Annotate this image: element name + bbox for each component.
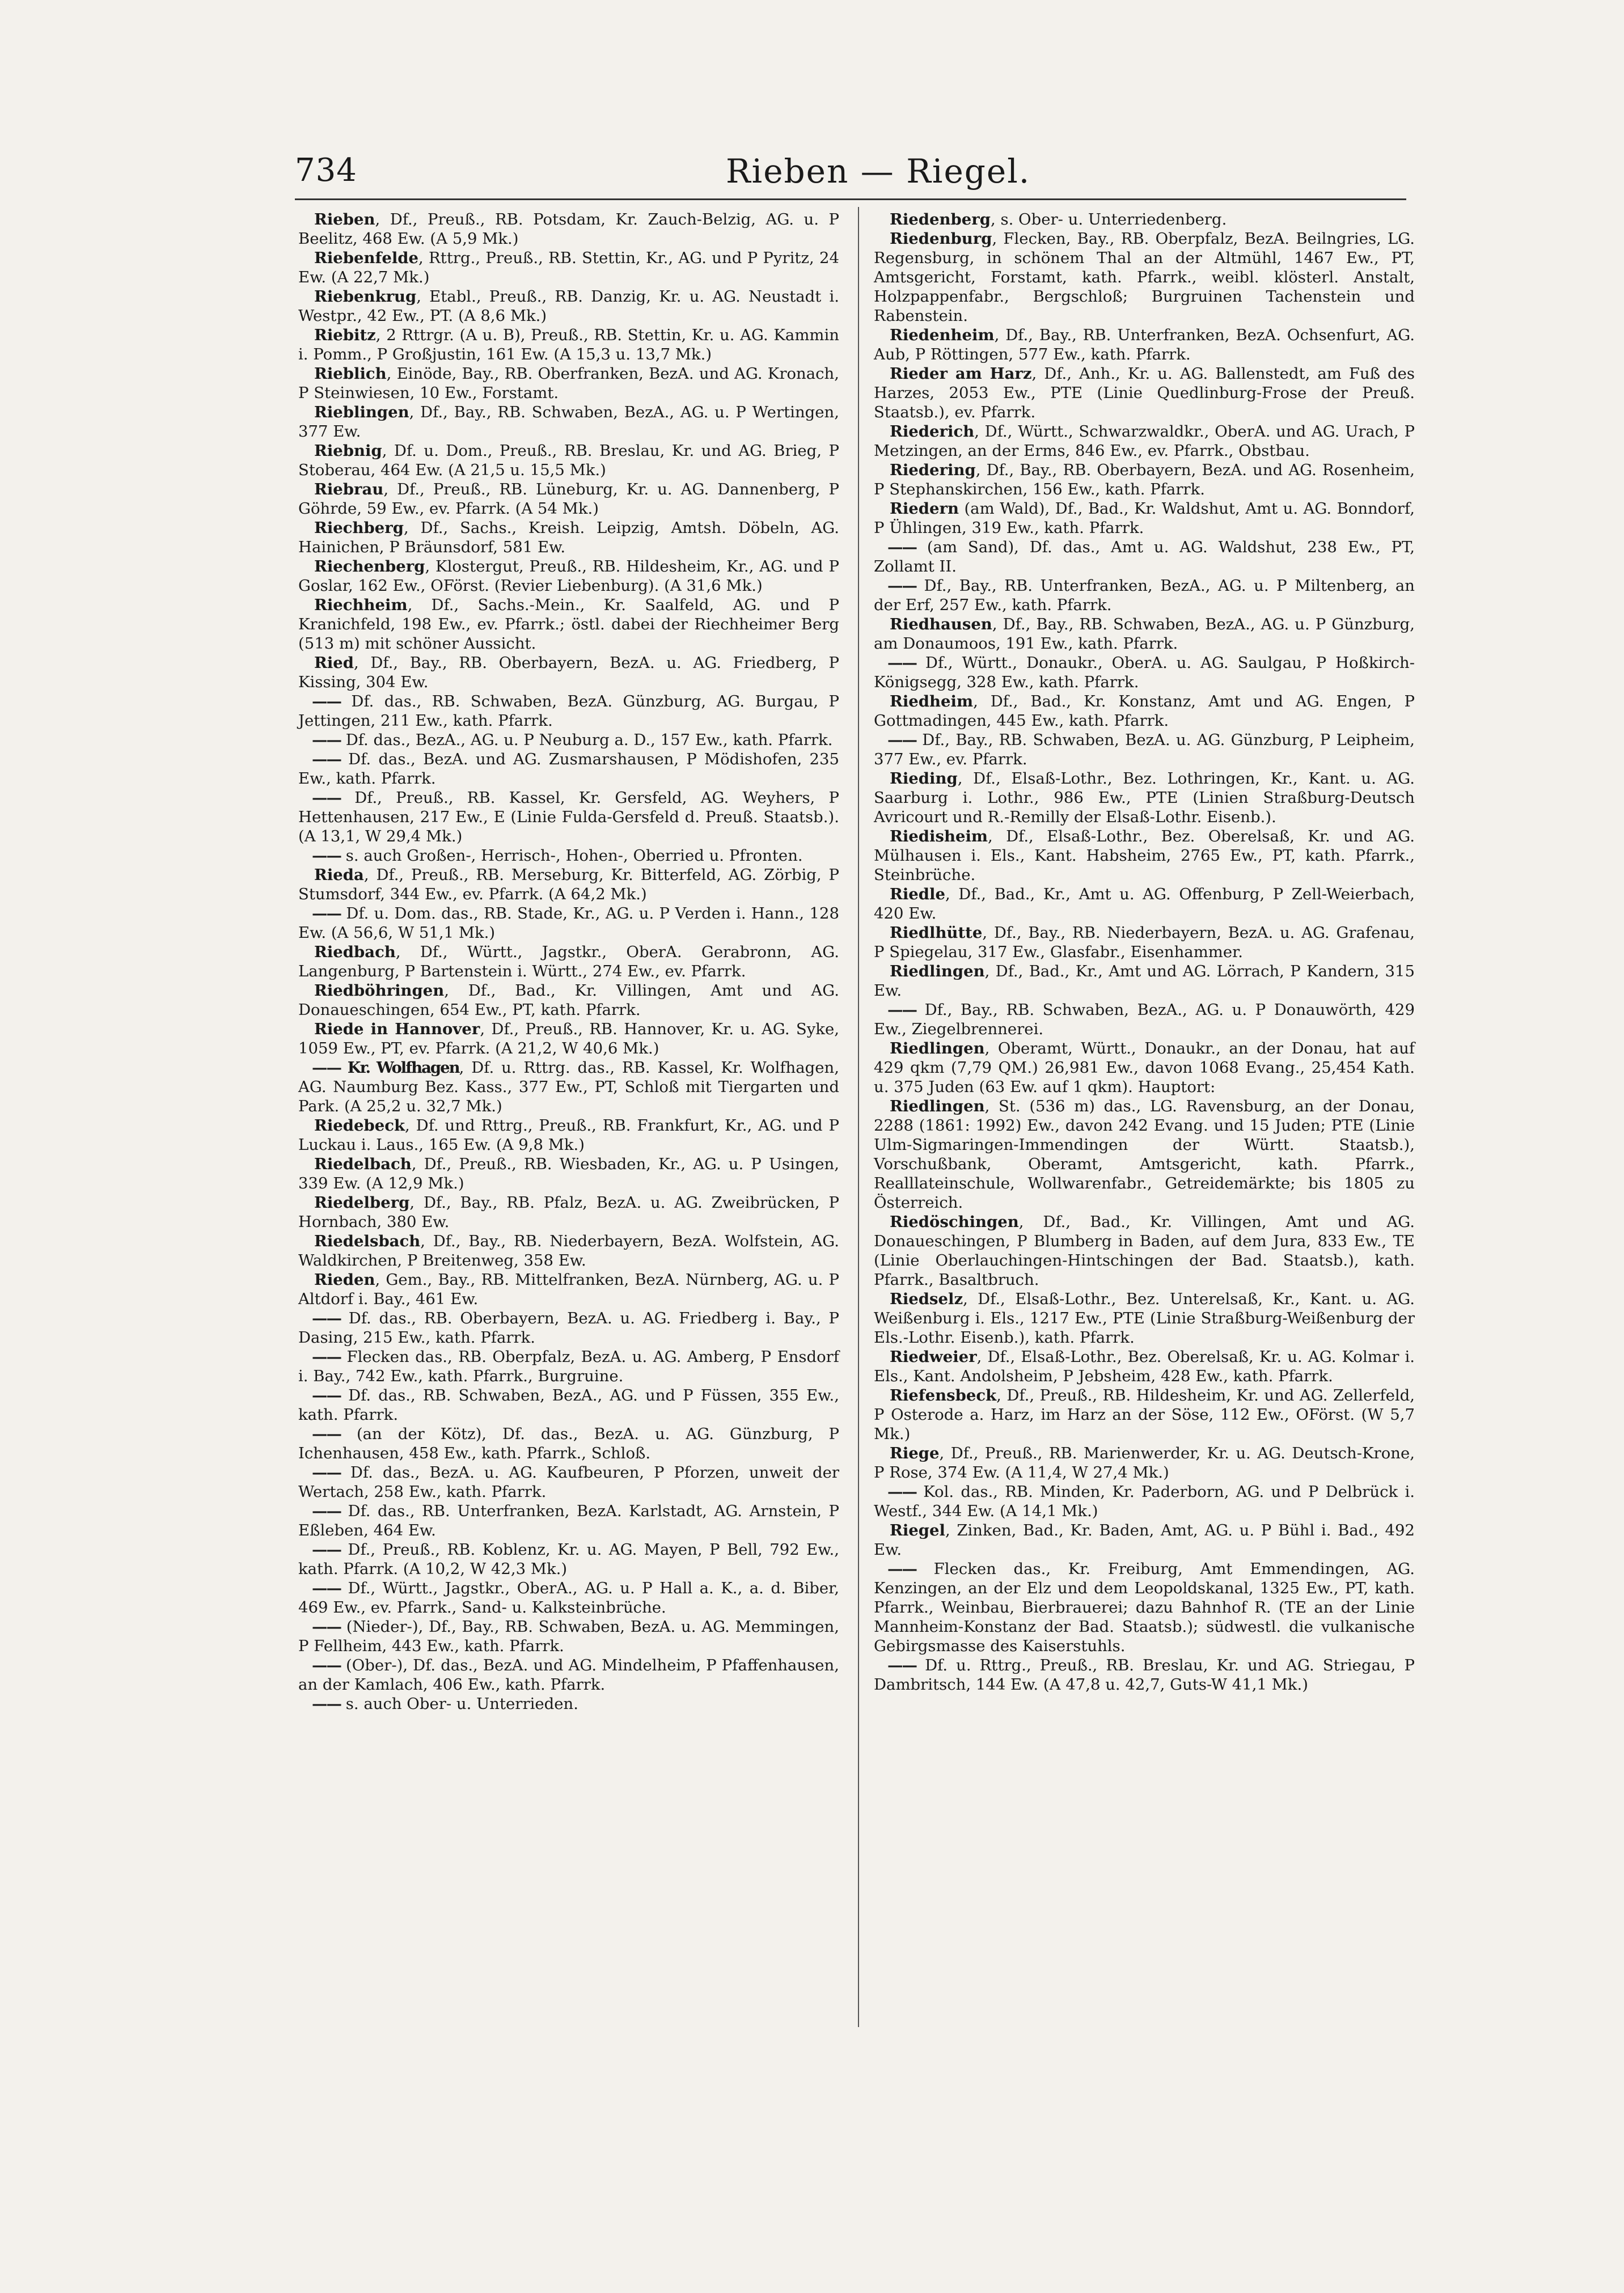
- entry-text: Df. u. Dom. das., RB. Stade, Kr., AG. u. P Verden i. Hann., 128 Ew. (A 56,6, W 51,1 Mk.): [298, 904, 839, 942]
- dictionary-entry: [295, 1694, 839, 1714]
- entry-text: , Df., Bay., RB. Oberbayern, BezA. und AG. Rosenheim, P Stephanskirchen, 156 Ew., kath. Pfarrk.: [874, 461, 1415, 498]
- dictionary-entry: [870, 229, 1415, 325]
- entry-text: , Klostergut, Preuß., RB. Hildesheim, Kr., AG. und P Goslar, 162 Ew., OFörst. (Revier Liebenburg). (A 31,6 Mk.): [298, 557, 839, 595]
- entry-text: Df. das., BezA., AG. u. P Neuburg a. D., 157 Ew., kath. Pfarrk.: [341, 731, 833, 749]
- entry-text: , Df., Bay., RB. Niederbayern, BezA. u. AG. Grafenau, P Spiegelau, 317 Ew., Glasfabr., Eisenhammer.: [874, 924, 1415, 961]
- entry-headword: Riechheim: [314, 596, 408, 614]
- entry-headword: ——: [312, 731, 341, 749]
- dictionary-entry: [870, 364, 1415, 422]
- entry-headword: Riege: [890, 1444, 940, 1462]
- dictionary-entry: [295, 210, 839, 248]
- dictionary-entry: [295, 1154, 839, 1193]
- dictionary-entry: [295, 1540, 839, 1579]
- dictionary-entry: [870, 1289, 1415, 1347]
- entry-headword: Riedselz: [890, 1290, 963, 1308]
- entry-text: , Df., Bad., Kr., Amt und AG. Lörrach, P Kandern, 315 Ew.: [874, 962, 1415, 1000]
- entry-headword: ——: [312, 750, 341, 768]
- page-number: 734: [295, 152, 357, 189]
- entry-headword: Riedbach: [314, 943, 396, 961]
- entry-text: , Df. u. Dom., Preuß., RB. Breslau, Kr. und AG. Brieg, P Stoberau, 464 Ew. (A 21,5 u. 15,5 Mk.): [298, 442, 839, 479]
- entry-headword: ——: [887, 1001, 916, 1019]
- entry-text: , Df., Bad., Kr., Amt u. AG. Offenburg, P Zell-Weierbach, 420 Ew.: [874, 885, 1415, 923]
- dictionary-entry: [295, 1347, 839, 1386]
- entry-text: , Df., Anh., Kr. u. AG. Ballenstedt, am Fuß des Harzes, 2053 Ew., PTE (Linie Quedlinburg-Frose der Preuß. Staatsb.), ev. Pfarrk.: [874, 365, 1415, 421]
- entry-text: (Ober-), Df. das., BezA. und AG. Mindelheim, P Pfaffenhausen, an der Kamlach, 406 Ew., kath. Pfarrk.: [298, 1656, 839, 1694]
- entry-text: , Df., Bay., RB. Unterfranken, BezA. Ochsenfurt, AG. Aub, P Röttingen, 577 Ew., kath. Pfarrk.: [874, 326, 1415, 363]
- dictionary-entry: [295, 480, 839, 518]
- dictionary-entry: [295, 904, 839, 942]
- entry-headword: Riedhausen: [890, 615, 992, 633]
- entry-text: Df. das., BezA. und AG. Zusmarshausen, P Mödishofen, 235 Ew., kath. Pfarrk.: [298, 750, 839, 788]
- column-divider: [858, 207, 859, 2027]
- entry-headword: Riechberg: [314, 519, 404, 537]
- running-title: Rieben — Riegel.: [726, 152, 1031, 191]
- entry-text: , Df., Preuß., RB. Lüneburg, Kr. u. AG. Dannenberg, P Göhrde, 59 Ew., ev. Pfarrk. (A 54 Mk.): [298, 480, 839, 518]
- entry-headword: Rieblich: [314, 365, 387, 383]
- entry-text: , Df., Bay., RB. Niederbayern, BezA. Wolfstein, AG. Waldkirchen, P Breitenweg, 358 Ew.: [298, 1232, 839, 1270]
- dictionary-entry: [295, 1579, 839, 1617]
- dictionary-entry: [295, 1232, 839, 1270]
- entry-headword: Riedelberg: [314, 1194, 410, 1212]
- entry-headword: ——: [887, 577, 916, 595]
- entry-headword: Riebenkrug: [314, 287, 417, 306]
- entry-text: , Df., Bad., Kr. Konstanz, Amt und AG. Engen, P Gottmadingen, 445 Ew., kath. Pfarrk.: [874, 692, 1415, 730]
- dictionary-entry: [295, 1617, 839, 1656]
- entry-text: , Df., Sachs., Kreish. Leipzig, Amtsh. Döbeln, AG. Hainichen, P Bräunsdorf, 581 Ew.: [298, 519, 839, 556]
- dictionary-entry: [295, 287, 839, 325]
- entry-text: Df. das., RB. Unterfranken, BezA. Karlstadt, AG. Arnstein, P Eßleben, 464 Ew.: [298, 1502, 839, 1539]
- dictionary-entry: [295, 1309, 839, 1347]
- entry-text: , Df., Elsaß-Lothr., Bez. Unterelsaß, Kr., Kant. u. AG. Weißenburg i. Els., 1217 Ew., PTE (Linie Straßburg-Weißenburg der Els.-Lothr. Eisenb.), kath. Pfarrk.: [874, 1290, 1415, 1347]
- dictionary-entry: [295, 692, 839, 730]
- entry-text: , Rttrg., Preuß., RB. Stettin, Kr., AG. und P Pyritz, 24 Ew. (A 22,7 Mk.): [298, 249, 839, 286]
- entry-text: , Df., Bay., RB. Pfalz, BezA. u. AG. Zweibrücken, P Hornbach, 380 Ew.: [298, 1194, 839, 1231]
- entry-text: , Df., Elsaß-Lothr., Bez. Oberelsaß, Kr. und AG. Mülhausen i. Els., Kant. Habsheim, 2765 Ew., PT, kath. Pfarrk., Steinbrüche.: [874, 827, 1415, 884]
- dictionary-entry: [295, 1656, 839, 1694]
- dictionary-entry: [295, 1270, 839, 1309]
- entry-headword: ——: [312, 1695, 341, 1713]
- entry-text: Df., Württ., Donaukr., OberA. u. AG. Saulgau, P Hoßkirch-Königsegg, 328 Ew., kath. Pfarrk.: [874, 654, 1415, 691]
- dictionary-entry: [870, 538, 1415, 576]
- dictionary-entry: [295, 441, 839, 480]
- entry-text: Flecken das., RB. Oberpfalz, BezA. u. AG. Amberg, P Ensdorf i. Bay., 742 Ew., kath. Pfarrk., Burgruine.: [298, 1348, 839, 1385]
- entry-text: , Flecken, Bay., RB. Oberpfalz, BezA. Beilngries, LG. Regensburg, in schönem Thal an der Altmühl, 1467 Ew., PT, Amtsgericht, Forstamt, kath. Pfarrk., weibl. klösterl. Anstalt, Holzpappenfabr., Bergschloß; Burgruinen Tachenstein und Rabenstein.: [874, 230, 1415, 325]
- entry-text: (am Sand), Df. das., Amt u. AG. Waldshut, 238 Ew., PT, Zollamt II.: [874, 538, 1415, 576]
- entry-text: , Df. und Rttrg., Preuß., RB. Frankfurt, Kr., AG. und P Luckau i. Laus., 165 Ew. (A 9,8 Mk.): [298, 1116, 839, 1154]
- entry-headword: Riedisheim: [890, 827, 988, 845]
- entry-text: , Df. u. Rttrg. das., RB. Kassel, Kr. Wolfhagen, AG. Naumburg Bez. Kass., 377 Ew., PT, Schloß mit Tiergarten und Park. (A 25,2 u. 32,7 Mk.): [298, 1059, 839, 1115]
- dictionary-entry: [295, 981, 839, 1019]
- entry-headword: Riechenberg: [314, 557, 425, 576]
- dictionary-entry: [295, 1019, 839, 1058]
- dictionary-entry: [295, 325, 839, 364]
- entry-text: , Df., Bay., RB. Schwaben, BezA., AG. u. P Günzburg, am Donaumoos, 191 Ew., kath. Pfarrk.: [874, 615, 1415, 653]
- entry-text: , Df., Preuß., RB. Hildesheim, Kr. und AG. Zellerfeld, P Osterode a. Harz, im Harz an der Söse, 112 Ew., OFörst. (W 5,7 Mk.): [874, 1386, 1415, 1443]
- entry-headword: Riedöschingen: [890, 1213, 1019, 1231]
- dictionary-entry: [295, 1501, 839, 1540]
- entry-text: Kol. das., RB. Minden, Kr. Paderborn, AG. und P Delbrück i. Westf., 344 Ew. (A 14,1 Mk.): [874, 1483, 1415, 1520]
- entry-text: , Df., Bad., Kr. Villingen, Amt und AG. Donaueschingen, 654 Ew., PT, kath. Pfarrk.: [298, 981, 839, 1019]
- entry-text: , Df., Elsaß-Lothr., Bez. Lothringen, Kr., Kant. u. AG. Saarburg i. Lothr., 986 Ew., PTE (Linien Straßburg-Deutsch Avricourt und R.-Remilly der Elsaß-Lothr. Eisenb.).: [874, 769, 1415, 826]
- entry-text: Df. das., RB. Schwaben, BezA., AG. und P Füssen, 355 Ew., kath. Pfarrk.: [298, 1386, 839, 1424]
- entry-headword: Rieder am Harz: [890, 365, 1032, 383]
- entry-text: , Df., Sachs.-Mein., Kr. Saalfeld, AG. und P Kranichfeld, 198 Ew., ev. Pfarrk.; östl. dabei der Riechheimer Berg (513 m) mit schöner Aussicht.: [298, 596, 839, 653]
- entry-text: , Df., Preuß., RB. Wiesbaden, Kr., AG. u. P Usingen, 339 Ew. (A 12,9 Mk.): [298, 1155, 839, 1192]
- entry-headword: ——: [312, 1502, 341, 1520]
- dictionary-entry: [870, 422, 1415, 460]
- dictionary-entry: [295, 403, 839, 441]
- entry-text: , 2 Rttrgr. (A u. B), Preuß., RB. Stettin, Kr. u. AG. Kammin i. Pomm., P Großjustin, 161 Ew. (A 15,3 u. 13,7 Mk.): [298, 326, 839, 363]
- entry-headword: Rieben: [314, 210, 375, 229]
- entry-headword: ——: [312, 1309, 341, 1327]
- dictionary-entry: [295, 653, 839, 692]
- dictionary-entry: [295, 1386, 839, 1424]
- left-column: [295, 210, 839, 1714]
- dictionary-entry: [870, 615, 1415, 653]
- entry-headword: Riedenheim: [890, 326, 995, 344]
- entry-headword: Ried: [314, 654, 354, 672]
- dictionary-entry: [870, 769, 1415, 827]
- entry-headword: Riedlingen: [890, 1097, 985, 1115]
- entry-headword: Riebnig: [314, 442, 382, 460]
- entry-text: , Df., Elsaß-Lothr., Bez. Oberelsaß, Kr. u. AG. Kolmar i. Els., Kant. Andolsheim, P Jebsheim, 428 Ew., kath. Pfarrk.: [874, 1348, 1415, 1385]
- entry-headword: ——: [312, 904, 341, 923]
- entry-headword: Riedering: [890, 461, 976, 479]
- dictionary-entry: [870, 1212, 1415, 1289]
- entry-headword: Riedlhütte: [890, 924, 983, 942]
- dictionary-entry: [870, 1656, 1415, 1694]
- entry-headword: ——: [312, 1541, 341, 1559]
- entry-text: , Oberamt, Württ., Donaukr., an der Donau, hat auf 429 qkm (7,79 QM.) 26,981 Ew., davon 1068 Evang., 25,454 Kath. u. 375 Juden (63 Ew. auf 1 qkm). Hauptort:: [874, 1039, 1415, 1096]
- entry-headword: Rieding: [890, 769, 958, 788]
- entry-headword: ——: [312, 1579, 341, 1597]
- dictionary-entry: [870, 210, 1415, 229]
- entry-headword: ——: [887, 1560, 916, 1578]
- entry-headword: Rieblingen: [314, 403, 409, 421]
- entry-text: , Einöde, Bay., RB. Oberfranken, BezA. und AG. Kronach, P Steinwiesen, 10 Ew., Forstamt.: [298, 365, 839, 402]
- entry-text: Df., Bay., RB. Schwaben, BezA., AG. u. P Donauwörth, 429 Ew., Ziegelbrennerei.: [874, 1001, 1415, 1038]
- dictionary-entry: [295, 942, 839, 981]
- entry-text: , Etabl., Preuß., RB. Danzig, Kr. u. AG. Neustadt i. Westpr., 42 Ew., PT. (A 8,6 Mk.): [298, 287, 839, 325]
- entry-text: , s. Ober- u. Unterriedenberg.: [990, 210, 1227, 229]
- entry-headword: Riedern: [890, 500, 959, 518]
- entry-headword: ——: [887, 538, 916, 556]
- dictionary-entry: [295, 788, 839, 846]
- entry-text: , Df., Bad., Kr. Villingen, Amt und AG. Donaueschingen, P Blumberg in Baden, auf dem Jura, 833 Ew., TE (Linie Oberlauchingen-Hintschingen der Bad. Staatsb.), kath. Pfarrk., Basaltbruch.: [874, 1213, 1415, 1289]
- entry-headword: Riebrau: [314, 480, 384, 498]
- entry-text: Df., Preuß., RB. Koblenz, Kr. u. AG. Mayen, P Bell, 792 Ew., kath. Pfarrk. (A 10,2, W 42,3 Mk.): [298, 1541, 839, 1578]
- dictionary-entry: [295, 1424, 839, 1463]
- dictionary-entry: [295, 557, 839, 595]
- entry-headword: Riedlingen: [890, 962, 985, 980]
- dictionary-entry: [870, 827, 1415, 885]
- dictionary-entry: [295, 518, 839, 557]
- dictionary-entry: [295, 750, 839, 788]
- entry-headword: Riedheim: [890, 692, 974, 710]
- entry-headword: ——: [312, 1386, 341, 1404]
- dictionary-entry: [870, 653, 1415, 692]
- entry-headword: ——: [887, 654, 916, 672]
- entry-headword: Riederich: [890, 422, 975, 441]
- entry-text: Df. das., BezA. u. AG. Kaufbeuren, P Pforzen, unweit der Wertach, 258 Ew., kath. Pfarrk.: [298, 1463, 839, 1501]
- entry-text: (an der Kötz), Df. das., BezA. u. AG. Günzburg, P Ichenhausen, 458 Ew., kath. Pfarrk., Schloß.: [298, 1425, 839, 1462]
- dictionary-entry: [870, 325, 1415, 364]
- entry-text: Df., Preuß., RB. Kassel, Kr. Gersfeld, AG. Weyhers, P Hettenhausen, 217 Ew., E (Linie Fulda-Gersfeld d. Preuß. Staatsb.). (A 13,1, W 29,4 Mk.): [298, 789, 839, 845]
- entry-headword: ——: [312, 847, 341, 865]
- entry-text: , Df., Württ., Jagstkr., OberA. Gerabronn, AG. Langenburg, P Bartenstein i. Württ., 274 Ew., ev. Pfarrk.: [298, 943, 839, 980]
- page-header: [295, 152, 1406, 203]
- dictionary-entry: [870, 1039, 1415, 1097]
- dictionary-entry: [295, 595, 839, 653]
- entry-text: Df. das., RB. Schwaben, BezA. Günzburg, AG. Burgau, P Jettingen, 211 Ew., kath. Pfarrk.: [298, 692, 839, 730]
- entry-text: , Df., Bay., RB. Schwaben, BezA., AG. u. P Wertingen, 377 Ew.: [298, 403, 839, 441]
- dictionary-entry: [870, 923, 1415, 962]
- entry-headword: Rieden: [314, 1271, 375, 1289]
- header-rule: [295, 198, 1406, 200]
- entry-headword: ——: [312, 692, 341, 710]
- entry-text: Df., Württ., Jagstkr., OberA., AG. u. P Hall a. K., a. d. Biber, 469 Ew., ev. Pfarrk., Sand- u. Kalksteinbrüche.: [298, 1579, 839, 1617]
- entry-headword: ——: [312, 1656, 341, 1674]
- entry-text: , Gem., Bay., RB. Mittelfranken, BezA. Nürnberg, AG. u. P Altdorf i. Bay., 461 Ew.: [298, 1271, 839, 1308]
- entry-text: , Df., Preuß., RB. Marienwerder, Kr. u. AG. Deutsch-Krone, P Rose, 374 Ew. (A 11,4, W 27,4 Mk.): [874, 1444, 1415, 1482]
- dictionary-entry: [295, 730, 839, 750]
- entry-headword: Riegel: [890, 1521, 945, 1539]
- entry-headword: Riebitz: [314, 326, 376, 344]
- entry-headword: Riedelbach: [314, 1155, 412, 1173]
- entry-text: Df., Bay., RB. Unterfranken, BezA., AG. u. P Miltenberg, an der Erf, 257 Ew., kath. Pfarrk.: [874, 577, 1415, 614]
- dictionary-entry: [295, 248, 839, 287]
- dictionary-entry: [870, 1482, 1415, 1521]
- entry-headword: Riedenberg: [890, 210, 991, 229]
- dictionary-entry: [295, 1116, 839, 1154]
- entry-text: , Df., Bay., RB. Oberbayern, BezA. u. AG. Friedberg, P Kissing, 304 Ew.: [298, 654, 839, 691]
- entry-headword: Riebenfelde: [314, 249, 419, 267]
- dictionary-entry: [870, 1559, 1415, 1656]
- entry-headword: Riedelsbach: [314, 1232, 421, 1250]
- entry-headword: ——: [887, 731, 916, 749]
- entry-headword: ——: [312, 1463, 341, 1482]
- entry-headword: Riedle: [890, 885, 945, 903]
- entry-headword: ——: [887, 1483, 916, 1501]
- dictionary-entry: [295, 1058, 839, 1116]
- entry-headword: ——: [312, 1425, 341, 1443]
- dictionary-entry: [870, 460, 1415, 499]
- entry-text: Flecken das., Kr. Freiburg, Amt Emmendingen, AG. Kenzingen, an der Elz und dem Leopoldskanal, 1325 Ew., PT, kath. Pfarrk., Weinbau, Bierbrauerei; dazu Bahnhof R. (TE an der Linie Mannheim-Konstanz der Bad. Staatsb.); südwestl. die vulkanische Gebirgsmasse des Kaiserstuhls.: [874, 1560, 1415, 1655]
- entry-headword: Riedweier: [890, 1348, 977, 1366]
- right-column: [870, 210, 1415, 1694]
- entry-text: , Df., Preuß., RB. Potsdam, Kr. Zauch-Belzig, AG. u. P Beelitz, 468 Ew. (A 5,9 Mk.): [298, 210, 839, 248]
- entry-text: (am Wald), Df., Bad., Kr. Waldshut, Amt u. AG. Bonndorf, P Ühlingen, 319 Ew., kath. Pfarrk.: [874, 500, 1415, 537]
- dictionary-entry: [295, 364, 839, 403]
- dictionary-entry: [870, 1000, 1415, 1039]
- entry-text: , Df., Preuß., RB. Merseburg, Kr. Bitterfeld, AG. Zörbig, P Stumsdorf, 344 Ew., ev. Pfarrk. (A 64,2 Mk.): [298, 866, 839, 903]
- entry-headword: ——: [312, 1348, 341, 1366]
- dictionary-entry: [870, 1386, 1415, 1444]
- dictionary-entry: [870, 885, 1415, 923]
- entry-headword: ——: [887, 1656, 916, 1674]
- entry-text: s. auch Ober- u. Unterrieden.: [341, 1695, 578, 1713]
- entry-headword: —— Kr. Wolfhagen: [312, 1059, 459, 1077]
- dictionary-entry: [870, 730, 1415, 769]
- dictionary-entry: [295, 1463, 839, 1501]
- entry-text: , St. (536 m) das., LG. Ravensburg, an der Donau, 2288 (1861: 1992) Ew., davon 242 Evang. und 15 Juden; PTE (Linie Ulm-Sigmaringen-Immendingen der Württ. Staatsb.), Vorschußbank, Oberamt, Amtsgericht, kath. Pfarrk., Realllateinschule, Wollwarenfabr., Getreidemärkte; bis 1805 zu Österreich.: [874, 1097, 1415, 1212]
- dictionary-entry: [295, 846, 839, 865]
- entry-text: , Df., Preuß., RB. Hannover, Kr. u. AG. Syke, 1059 Ew., PT, ev. Pfarrk. (A 21,2, W 40,6 Mk.): [298, 1020, 839, 1057]
- dictionary-entry: [870, 1347, 1415, 1386]
- entry-text: Df., Bay., RB. Schwaben, BezA. u. AG. Günzburg, P Leipheim, 377 Ew., ev. Pfarrk.: [874, 731, 1415, 768]
- entry-text: , Zinken, Bad., Kr. Baden, Amt, AG. u. P Bühl i. Bad., 492 Ew.: [874, 1521, 1415, 1559]
- entry-headword: Riede in Hannover: [314, 1020, 480, 1038]
- dictionary-entry: [870, 692, 1415, 730]
- dictionary-entry: [870, 1521, 1415, 1559]
- entry-headword: Rieda: [314, 866, 364, 884]
- entry-headword: Riedebeck: [314, 1116, 405, 1135]
- entry-headword: ——: [312, 789, 341, 807]
- dictionary-entry: [870, 499, 1415, 538]
- entry-text: (Nieder-), Df., Bay., RB. Schwaben, BezA. u. AG. Memmingen, P Fellheim, 443 Ew., kath. Pfarrk.: [298, 1618, 839, 1655]
- entry-headword: Riedlingen: [890, 1039, 985, 1057]
- entry-headword: Riedenburg: [890, 230, 992, 248]
- entry-text: s. auch Großen-, Herrisch-, Hohen-, Oberried u. Pfronten.: [341, 847, 803, 865]
- entry-text: Df. u. Rttrg., Preuß., RB. Breslau, Kr. und AG. Striegau, P Dambritsch, 144 Ew. (A 47,8 u. 42,7, Guts-W 41,1 Mk.): [874, 1656, 1415, 1694]
- entry-headword: Riedböhringen: [314, 981, 445, 1000]
- entry-headword: ——: [312, 1618, 341, 1636]
- dictionary-entry: [295, 865, 839, 904]
- dictionary-entry: [870, 1444, 1415, 1482]
- dictionary-entry: [870, 1097, 1415, 1212]
- entry-text: , Df., Württ., Schwarzwaldkr., OberA. und AG. Urach, P Metzingen, an der Erms, 846 Ew., ev. Pfarrk., Obstbau.: [874, 422, 1415, 460]
- dictionary-entry: [870, 962, 1415, 1000]
- entry-text: Df. das., RB. Oberbayern, BezA. u. AG. Friedberg i. Bay., P Dasing, 215 Ew., kath. Pfarrk.: [298, 1309, 839, 1347]
- dictionary-entry: [295, 1193, 839, 1232]
- entry-headword: Riefensbeck: [890, 1386, 997, 1404]
- dictionary-entry: [870, 576, 1415, 615]
